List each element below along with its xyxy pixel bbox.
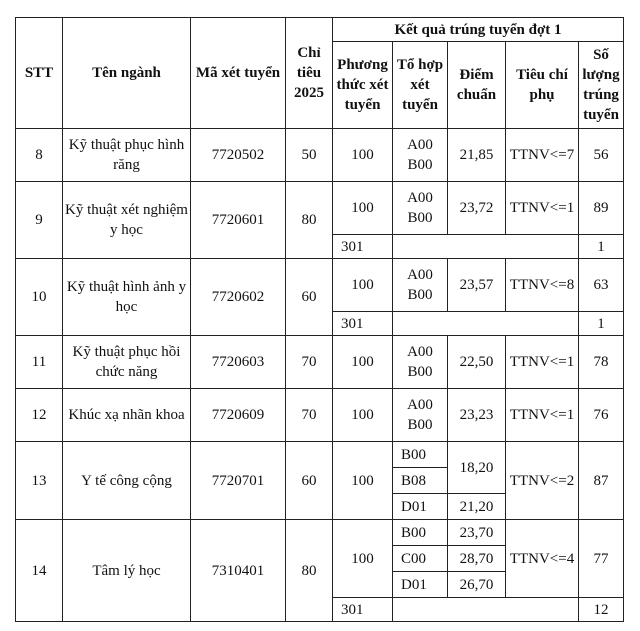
empty-cell bbox=[393, 598, 579, 622]
count-cell: 87 bbox=[579, 442, 624, 520]
count-cell: 76 bbox=[579, 389, 624, 442]
code-cell: 7720603 bbox=[191, 336, 286, 389]
combo-item: A00 bbox=[407, 397, 433, 413]
score-cell: 23,70 bbox=[448, 520, 506, 546]
combo-item: A00 bbox=[407, 137, 433, 153]
criteria-cell: TTNV<=2 bbox=[506, 442, 579, 520]
major-name-cell: Kỹ thuật phục hình răng bbox=[63, 129, 191, 182]
combo-cell: D01 bbox=[393, 494, 448, 520]
code-cell: 7720502 bbox=[191, 129, 286, 182]
combo-cell bbox=[393, 336, 448, 389]
combo-cell: C00 bbox=[393, 546, 448, 572]
count-cell: 1 bbox=[579, 312, 624, 336]
quota-cell: 70 bbox=[286, 336, 333, 389]
header-row-1 bbox=[16, 18, 624, 42]
table-row bbox=[16, 336, 624, 389]
combo-item: A00 bbox=[407, 190, 433, 206]
criteria-cell: TTNV<=1 bbox=[506, 182, 579, 235]
criteria-cell: TTNV<=4 bbox=[506, 520, 579, 598]
stt-cell: 12 bbox=[16, 389, 63, 442]
combo-item: B00 bbox=[407, 287, 433, 303]
admission-results-table bbox=[15, 17, 624, 622]
major-name-cell: Kỹ thuật xét nghiệm y học bbox=[63, 182, 191, 259]
major-name-cell: Khúc xạ nhãn khoa bbox=[63, 389, 191, 442]
major-name-cell: Kỹ thuật hình ảnh y học bbox=[63, 259, 191, 336]
combo-item: B00 bbox=[407, 210, 433, 226]
stt-cell: 14 bbox=[16, 520, 63, 622]
header-to-hop: Tổ hợp xét tuyển bbox=[393, 42, 448, 129]
major-name-cell: Y tế công cộng bbox=[63, 442, 191, 520]
method-cell: 100 bbox=[333, 259, 393, 312]
quota-cell: 80 bbox=[286, 182, 333, 259]
score-cell: 23,23 bbox=[448, 389, 506, 442]
table-row bbox=[16, 442, 624, 468]
combo-item: B00 bbox=[407, 417, 433, 433]
header-ket-qua-group: Kết quả trúng tuyển đợt 1 bbox=[333, 18, 624, 42]
code-cell: 7720602 bbox=[191, 259, 286, 336]
quota-cell: 80 bbox=[286, 520, 333, 622]
count-cell: 56 bbox=[579, 129, 624, 182]
method-cell: 100 bbox=[333, 442, 393, 520]
combo-cell bbox=[393, 182, 448, 235]
combo-item: B00 bbox=[407, 364, 433, 380]
count-cell: 12 bbox=[579, 598, 624, 622]
table-row bbox=[16, 182, 624, 235]
combo-item: B00 bbox=[407, 157, 433, 173]
criteria-cell: TTNV<=7 bbox=[506, 129, 579, 182]
score-cell: 28,70 bbox=[448, 546, 506, 572]
combo-cell bbox=[393, 129, 448, 182]
combo-cell bbox=[393, 259, 448, 312]
header-stt: STT bbox=[16, 18, 63, 129]
method-cell: 100 bbox=[333, 182, 393, 235]
method-cell: 100 bbox=[333, 336, 393, 389]
table-row bbox=[16, 520, 624, 546]
code-cell: 7720601 bbox=[191, 182, 286, 259]
combo-cell: B00 bbox=[393, 520, 448, 546]
count-cell: 78 bbox=[579, 336, 624, 389]
score-cell: 23,57 bbox=[448, 259, 506, 312]
combo-cell: D01 bbox=[393, 572, 448, 598]
stt-cell: 8 bbox=[16, 129, 63, 182]
combo-item: A00 bbox=[407, 344, 433, 360]
code-cell: 7720609 bbox=[191, 389, 286, 442]
method-cell: 100 bbox=[333, 129, 393, 182]
criteria-cell: TTNV<=1 bbox=[506, 336, 579, 389]
empty-cell bbox=[393, 312, 579, 336]
combo-cell: B08 bbox=[393, 468, 448, 494]
quota-cell: 70 bbox=[286, 389, 333, 442]
count-cell: 89 bbox=[579, 182, 624, 235]
code-cell: 7720701 bbox=[191, 442, 286, 520]
method-cell: 301 bbox=[333, 312, 393, 336]
method-cell: 301 bbox=[333, 598, 393, 622]
score-cell: 18,20 bbox=[448, 442, 506, 494]
combo-item: A00 bbox=[407, 267, 433, 283]
header-ma-xet-tuyen: Mã xét tuyển bbox=[191, 18, 286, 129]
header-diem-chuan: Điểm chuẩn bbox=[448, 42, 506, 129]
empty-cell bbox=[393, 235, 579, 259]
quota-cell: 60 bbox=[286, 442, 333, 520]
stt-cell: 13 bbox=[16, 442, 63, 520]
criteria-cell: TTNV<=8 bbox=[506, 259, 579, 312]
major-name-cell: Tâm lý học bbox=[63, 520, 191, 622]
header-ten-nganh: Tên ngành bbox=[63, 18, 191, 129]
major-name-cell: Kỹ thuật phục hồi chức năng bbox=[63, 336, 191, 389]
score-cell: 26,70 bbox=[448, 572, 506, 598]
header-chi-tieu: Chỉ tiêu 2025 bbox=[286, 18, 333, 129]
stt-cell: 9 bbox=[16, 182, 63, 259]
table-row bbox=[16, 389, 624, 442]
table-row bbox=[16, 129, 624, 182]
table-row bbox=[16, 259, 624, 312]
header-phuong-thuc: Phương thức xét tuyển bbox=[333, 42, 393, 129]
quota-cell: 50 bbox=[286, 129, 333, 182]
score-cell: 23,72 bbox=[448, 182, 506, 235]
quota-cell: 60 bbox=[286, 259, 333, 336]
header-so-luong: Số lượng trúng tuyển bbox=[579, 42, 624, 129]
count-cell: 77 bbox=[579, 520, 624, 598]
header-tieu-chi: Tiêu chí phụ bbox=[506, 42, 579, 129]
method-cell: 100 bbox=[333, 389, 393, 442]
count-cell: 1 bbox=[579, 235, 624, 259]
stt-cell: 11 bbox=[16, 336, 63, 389]
score-cell: 21,85 bbox=[448, 129, 506, 182]
criteria-cell: TTNV<=1 bbox=[506, 389, 579, 442]
score-cell: 22,50 bbox=[448, 336, 506, 389]
combo-cell bbox=[393, 389, 448, 442]
score-cell: 21,20 bbox=[448, 494, 506, 520]
method-cell: 100 bbox=[333, 520, 393, 598]
code-cell: 7310401 bbox=[191, 520, 286, 622]
stt-cell: 10 bbox=[16, 259, 63, 336]
method-cell: 301 bbox=[333, 235, 393, 259]
combo-cell: B00 bbox=[393, 442, 448, 468]
count-cell: 63 bbox=[579, 259, 624, 312]
